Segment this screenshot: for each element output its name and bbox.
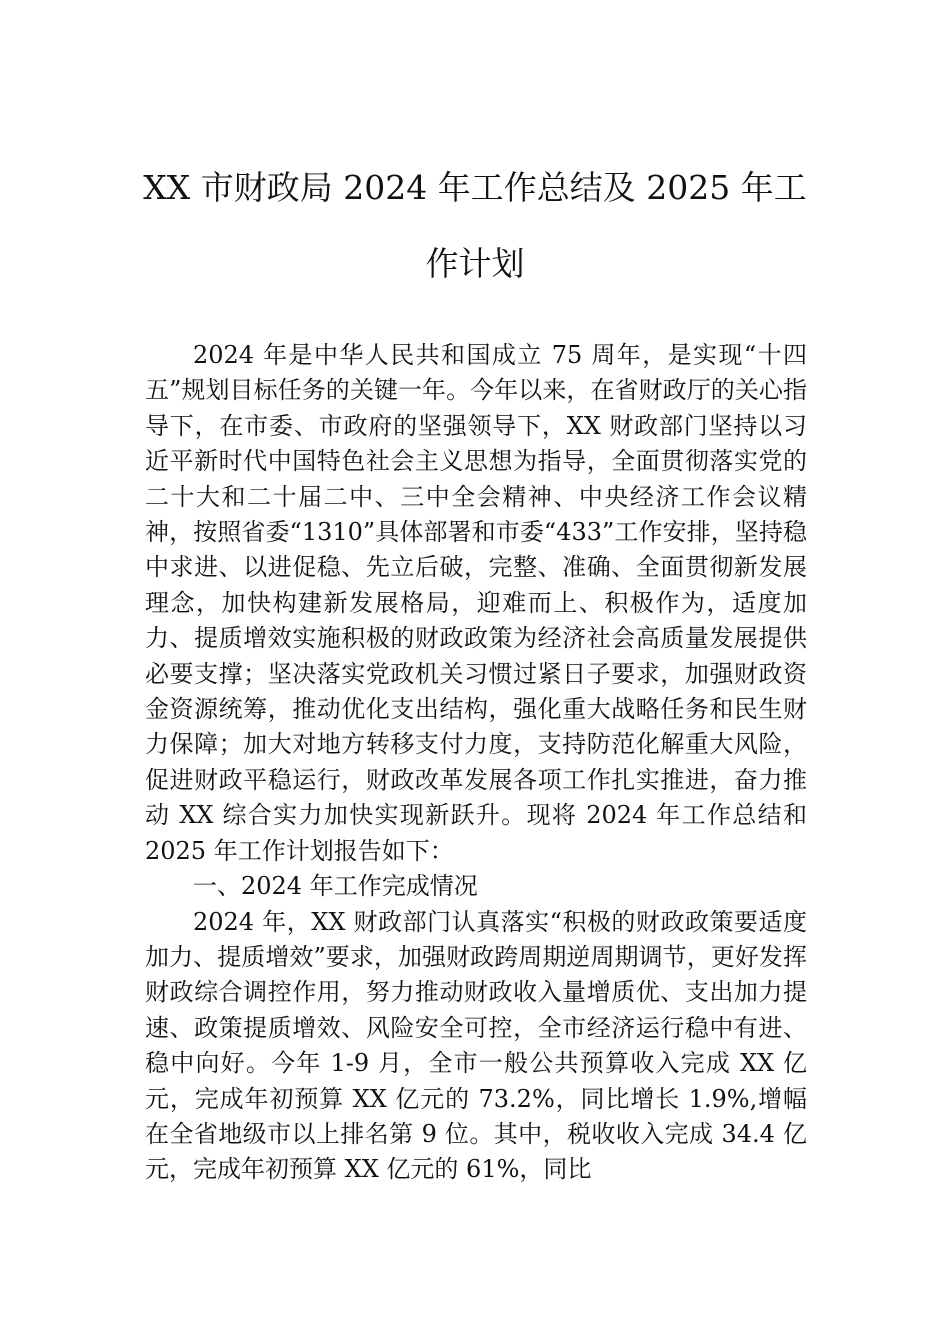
section-paragraph: 2024 年，XX 财政部门认真落实“积极的财政政策要适度加力、提质增效”要求，加强财政跨周期逆周期调节，更好发挥财政综合调控作用，努力推动财政收入量增质优、支出加力提速、政策提质增效、风险安全可控，全市经济运行稳中有进、稳中向好。今年 1-9 月，全市一般公共预算收入完成 XX 亿元，完成年初预算 XX 亿元的 73.2%，同比增长 1.9%,增幅在全省地级市以上排名第 9 位。其中，税收收入完成 34.4 亿元，完成年初预算 XX 亿元的 61%，同比 — [145, 907, 807, 1184]
document-body — [145, 338, 807, 1188]
section-heading: 一、2024 年工作完成情况 — [193, 872, 478, 901]
document-title: XX 市财政局 2024 年工作总结及 2025 年工作计划 — [143, 168, 807, 283]
intro-paragraph: 2024 年是中华人民共和国成立 75 周年，是实现“十四五”规划目标任务的关键一年。今年以来，在省财政厅的关心指导下，在市委、市政府的坚强领导下，XX 财政部门坚持以习近平新时代中国特色社会主义思想为指导，全面贯彻落实党的二十大和二十届二中、三中全会精神、中央经济工作会议精神，按照省委“1310”具体部署和市委“433”工作安排，坚持稳中求进、以进促稳、先立后破，完整、准确、全面贯彻新发展理念，加快构建新发展格局，迎难而上、积极作为，适度加力、提质增效实施积极的财政政策为经济社会高质量发展提供必要支撑；坚决落实党政机关习惯过紧日子要求，加强财政资金资源统筹，推动优化支出结构，强化重大战略任务和民生财力保障；加大对地方转移支付力度，支持防范化解重大风险，促进财政平稳运行，财政改革发展各项工作扎实推进，奋力推动 XX 综合实力加快实现新跃升。现将 2024 年工作总结和 2025 年工作计划报告如下： — [145, 341, 807, 865]
